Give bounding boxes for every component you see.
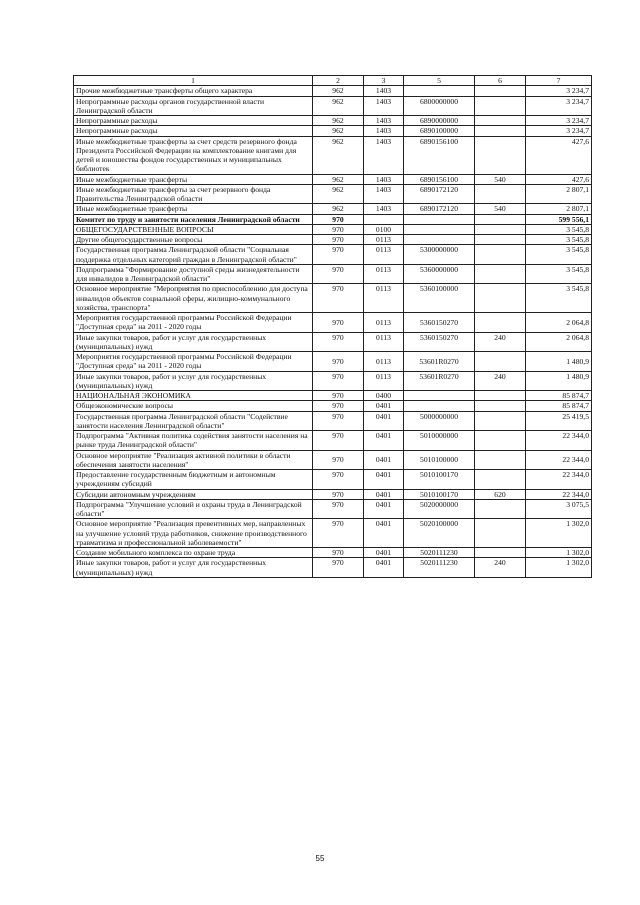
target-item-code-cell (404, 391, 475, 401)
table-row (74, 431, 592, 451)
amount-cell: 3 545,8 (526, 284, 592, 313)
target-item-code-cell: 5360100000 (404, 284, 475, 313)
target-item-code-cell (404, 235, 475, 245)
table-header-row (74, 76, 592, 86)
section-code-cell: 0113 (364, 313, 404, 333)
ministry-code-cell: 962 (313, 86, 364, 96)
target-item-code-cell: 6890156100 (404, 136, 475, 174)
amount-cell: 3 545,8 (526, 245, 592, 265)
section-code-cell: 0113 (364, 284, 404, 313)
table-row (74, 284, 592, 313)
amount-cell: 427,6 (526, 136, 592, 174)
amount-cell: 2 064,8 (526, 313, 592, 333)
amount-cell: 3 545,8 (526, 224, 592, 234)
target-item-code-cell (404, 401, 475, 411)
row-name-cell: НАЦИОНАЛЬНАЯ ЭКОНОМИКА (74, 391, 313, 401)
row-name-cell: Государственная программа Ленинградской области "Социальная поддержка отдельных категорий граждан в Ленинградской области" (74, 245, 313, 265)
expense-type-code-cell (475, 96, 526, 116)
section-code-cell: 0113 (364, 264, 404, 284)
section-code-cell: 0400 (364, 391, 404, 401)
expense-type-code-cell: 620 (475, 489, 526, 499)
section-code-cell (364, 214, 404, 224)
target-item-code-cell: 6800000000 (404, 96, 475, 116)
table-row (74, 332, 592, 352)
target-item-code-cell: 5010100170 (404, 470, 475, 490)
amount-cell: 22 344,0 (526, 450, 592, 470)
table-row (74, 548, 592, 558)
ministry-code-cell: 970 (313, 548, 364, 558)
amount-cell: 22 344,0 (526, 431, 592, 451)
ministry-code-cell: 970 (313, 235, 364, 245)
column-header: 1 (74, 76, 313, 86)
expense-type-code-cell (475, 214, 526, 224)
column-header: 5 (404, 76, 475, 86)
amount-cell: 3 234,7 (526, 86, 592, 96)
amount-cell: 1 302,0 (526, 558, 592, 578)
ministry-code-cell: 970 (313, 431, 364, 451)
section-code-cell: 0100 (364, 224, 404, 234)
amount-cell: 25 419,5 (526, 411, 592, 431)
row-name-cell: Мероприятия государственной программы Российской Федерации "Доступная среда" на 2011 - 2020 годы (74, 352, 313, 372)
amount-cell: 1 302,0 (526, 548, 592, 558)
ministry-code-cell: 970 (313, 450, 364, 470)
section-code-cell: 0401 (364, 548, 404, 558)
target-item-code-cell: 5360150270 (404, 313, 475, 333)
expense-type-code-cell (475, 431, 526, 451)
table-row (74, 371, 592, 391)
budget-table (73, 75, 592, 578)
expense-type-code-cell (475, 401, 526, 411)
expense-type-code-cell: 540 (475, 204, 526, 214)
table-row (74, 450, 592, 470)
section-code-cell: 1403 (364, 184, 404, 204)
target-item-code-cell: 5010000000 (404, 431, 475, 451)
column-header: 3 (364, 76, 404, 86)
amount-cell: 22 344,0 (526, 489, 592, 499)
target-item-code-cell: 6890172120 (404, 184, 475, 204)
amount-cell: 3 545,8 (526, 264, 592, 284)
section-code-cell: 0401 (364, 470, 404, 490)
target-item-code-cell: 5300000000 (404, 245, 475, 265)
section-code-cell: 0401 (364, 431, 404, 451)
row-name-cell: Государственная программа Ленинградской области "Содействие занятости населения Ленинградской области" (74, 411, 313, 431)
expense-type-code-cell (475, 235, 526, 245)
row-name-cell: Субсидии автономным учреждениям (74, 489, 313, 499)
row-name-cell: Комитет по труду и занятости населения Ленинградской области (74, 214, 313, 224)
row-name-cell: Предоставление государственным бюджетным и автономным учреждениям субсидий (74, 470, 313, 490)
expense-type-code-cell (475, 411, 526, 431)
table-row (74, 204, 592, 214)
amount-cell: 85 874,7 (526, 401, 592, 411)
ministry-code-cell: 970 (313, 245, 364, 265)
row-name-cell: Иные закупки товаров, работ и услуг для государственных (муниципальных) нужд (74, 332, 313, 352)
expense-type-code-cell (475, 86, 526, 96)
table-row (74, 489, 592, 499)
ministry-code-cell: 962 (313, 136, 364, 174)
expense-type-code-cell: 540 (475, 174, 526, 184)
expense-type-code-cell (475, 391, 526, 401)
amount-cell: 1 302,0 (526, 519, 592, 548)
target-item-code-cell (404, 224, 475, 234)
ministry-code-cell: 970 (313, 313, 364, 333)
amount-cell: 427,6 (526, 174, 592, 184)
section-code-cell: 1403 (364, 126, 404, 136)
table-row (74, 391, 592, 401)
row-name-cell: ОБЩЕГОСУДАРСТВЕННЫЕ ВОПРОСЫ (74, 224, 313, 234)
target-item-code-cell: 5020000000 (404, 499, 475, 519)
row-name-cell: Иные межбюджетные трансферты за счет средств резервного фонда Президента Российской Федерации на комплектование книгами для детей и юношества фондов государственных и муниципальных библиотек (74, 136, 313, 174)
row-name-cell: Создание мобильного комплекса по охране труда (74, 548, 313, 558)
table-row (74, 224, 592, 234)
amount-cell: 2 807,1 (526, 204, 592, 214)
table-row (74, 264, 592, 284)
ministry-code-cell: 970 (313, 401, 364, 411)
expense-type-code-cell (475, 126, 526, 136)
row-name-cell: Непрограммные расходы (74, 126, 313, 136)
row-name-cell: Иные межбюджетные трансферты за счет резервного фонда Правительства Ленинградской области (74, 184, 313, 204)
row-name-cell: Общеэкономические вопросы (74, 401, 313, 411)
table-row (74, 313, 592, 333)
amount-cell: 3 545,8 (526, 235, 592, 245)
table-row (74, 401, 592, 411)
ministry-code-cell: 970 (313, 499, 364, 519)
row-name-cell: Мероприятия государственной программы Российской Федерации "Доступная среда" на 2011 - 2020 годы (74, 313, 313, 333)
ministry-code-cell: 962 (313, 96, 364, 116)
row-name-cell: Непрограммные расходы органов государственной власти Ленинградской области (74, 96, 313, 116)
section-code-cell: 1403 (364, 116, 404, 126)
expense-type-code-cell (475, 184, 526, 204)
table-row (74, 136, 592, 174)
amount-cell: 22 344,0 (526, 470, 592, 490)
amount-cell: 599 556,1 (526, 214, 592, 224)
row-name-cell: Подпрограмма "Формирование доступной среды жизнедеятельности для инвалидов в Ленинградской области" (74, 264, 313, 284)
target-item-code-cell: 53601R0270 (404, 371, 475, 391)
expense-type-code-cell (475, 450, 526, 470)
expense-type-code-cell (475, 284, 526, 313)
table-row (74, 499, 592, 519)
amount-cell: 2 807,1 (526, 184, 592, 204)
expense-type-code-cell (475, 352, 526, 372)
expense-type-code-cell (475, 116, 526, 126)
column-header: 6 (475, 76, 526, 86)
ministry-code-cell: 962 (313, 126, 364, 136)
target-item-code-cell: 53601R0270 (404, 352, 475, 372)
target-item-code-cell: 5010100170 (404, 489, 475, 499)
column-header: 2 (313, 76, 364, 86)
target-item-code-cell: 6890156100 (404, 174, 475, 184)
table-row (74, 126, 592, 136)
target-item-code-cell: 5000000000 (404, 411, 475, 431)
expense-type-code-cell (475, 245, 526, 265)
row-name-cell: Подпрограмма "Улучшение условий и охраны труда в Ленинградской области" (74, 499, 313, 519)
table-row (74, 245, 592, 265)
section-code-cell: 1403 (364, 86, 404, 96)
target-item-code-cell: 5010100000 (404, 450, 475, 470)
expense-type-code-cell (475, 470, 526, 490)
target-item-code-cell: 5360150270 (404, 332, 475, 352)
section-code-cell: 0113 (364, 371, 404, 391)
section-code-cell: 1403 (364, 136, 404, 174)
amount-cell: 3 234,7 (526, 96, 592, 116)
table-row (74, 411, 592, 431)
ministry-code-cell: 970 (313, 519, 364, 548)
row-name-cell: Основное мероприятие "Реализация превентивных мер, направленных на улучшение условий труда работников, снижение производственного травматизма и профессиональной заболеваемости" (74, 519, 313, 548)
ministry-code-cell: 970 (313, 391, 364, 401)
expense-type-code-cell: 240 (475, 558, 526, 578)
amount-cell: 3 234,7 (526, 116, 592, 126)
ministry-code-cell: 970 (313, 371, 364, 391)
target-item-code-cell: 5020111230 (404, 548, 475, 558)
expense-type-code-cell (475, 519, 526, 548)
row-name-cell: Непрограммные расходы (74, 116, 313, 126)
target-item-code-cell: 5020111230 (404, 558, 475, 578)
table-row (74, 470, 592, 490)
table-row (74, 214, 592, 224)
amount-cell: 3 234,7 (526, 126, 592, 136)
target-item-code-cell: 5360000000 (404, 264, 475, 284)
expense-type-code-cell (475, 136, 526, 174)
section-code-cell: 0113 (364, 332, 404, 352)
ministry-code-cell: 962 (313, 174, 364, 184)
expense-type-code-cell (475, 499, 526, 519)
ministry-code-cell: 970 (313, 470, 364, 490)
table-row (74, 184, 592, 204)
row-name-cell: Подпрограмма "Активная политика содействия занятости населения на рынке труда Ленинградской области" (74, 431, 313, 451)
ministry-code-cell: 962 (313, 204, 364, 214)
ministry-code-cell: 962 (313, 184, 364, 204)
amount-cell: 2 064,8 (526, 332, 592, 352)
row-name-cell: Иные межбюджетные трансферты (74, 174, 313, 184)
ministry-code-cell: 970 (313, 352, 364, 372)
section-code-cell: 0401 (364, 401, 404, 411)
section-code-cell: 0401 (364, 519, 404, 548)
target-item-code-cell: 5020100000 (404, 519, 475, 548)
target-item-code-cell (404, 214, 475, 224)
ministry-code-cell: 970 (313, 224, 364, 234)
ministry-code-cell: 970 (313, 558, 364, 578)
amount-cell: 1 480,9 (526, 352, 592, 372)
expense-type-code-cell (475, 264, 526, 284)
section-code-cell: 0113 (364, 352, 404, 372)
table-row (74, 235, 592, 245)
expense-type-code-cell: 240 (475, 371, 526, 391)
row-name-cell: Другие общегосударственные вопросы (74, 235, 313, 245)
section-code-cell: 0401 (364, 558, 404, 578)
expense-type-code-cell (475, 224, 526, 234)
table-row (74, 558, 592, 578)
ministry-code-cell: 970 (313, 264, 364, 284)
table-row (74, 352, 592, 372)
ministry-code-cell: 970 (313, 332, 364, 352)
ministry-code-cell: 962 (313, 116, 364, 126)
section-code-cell: 1403 (364, 204, 404, 214)
target-item-code-cell (404, 86, 475, 96)
row-name-cell: Иные закупки товаров, работ и услуг для государственных (муниципальных) нужд (74, 371, 313, 391)
table-row (74, 86, 592, 96)
expense-type-code-cell (475, 548, 526, 558)
target-item-code-cell: 6890100000 (404, 126, 475, 136)
target-item-code-cell: 6890172120 (404, 204, 475, 214)
table-row (74, 116, 592, 126)
section-code-cell: 0401 (364, 450, 404, 470)
section-code-cell: 1403 (364, 174, 404, 184)
section-code-cell: 0113 (364, 245, 404, 265)
ministry-code-cell: 970 (313, 489, 364, 499)
section-code-cell: 0401 (364, 499, 404, 519)
row-name-cell: Иные межбюджетные трансферты (74, 204, 313, 214)
column-header: 7 (526, 76, 592, 86)
row-name-cell: Основное мероприятие "Реализация активной политики в области обеспечения занятости населения" (74, 450, 313, 470)
section-code-cell: 0113 (364, 235, 404, 245)
row-name-cell: Прочие межбюджетные трансферты общего характера (74, 86, 313, 96)
ministry-code-cell: 970 (313, 284, 364, 313)
expense-type-code-cell (475, 313, 526, 333)
amount-cell: 1 480,9 (526, 371, 592, 391)
page-number: 55 (315, 854, 325, 863)
table-row (74, 96, 592, 116)
section-code-cell: 0401 (364, 489, 404, 499)
ministry-code-cell: 970 (313, 214, 364, 224)
table-row (74, 519, 592, 548)
table-row (74, 174, 592, 184)
target-item-code-cell: 6890000000 (404, 116, 475, 126)
table-body (74, 86, 592, 578)
section-code-cell: 0401 (364, 411, 404, 431)
ministry-code-cell: 970 (313, 411, 364, 431)
row-name-cell: Основное мероприятие "Мероприятия по приспособлению для доступа инвалидов объектов социальной сферы, жилищно-коммунального хозяйства, транспорта" (74, 284, 313, 313)
section-code-cell: 1403 (364, 96, 404, 116)
amount-cell: 85 874,7 (526, 391, 592, 401)
expense-type-code-cell: 240 (475, 332, 526, 352)
amount-cell: 3 075,5 (526, 499, 592, 519)
row-name-cell: Иные закупки товаров, работ и услуг для государственных (муниципальных) нужд (74, 558, 313, 578)
